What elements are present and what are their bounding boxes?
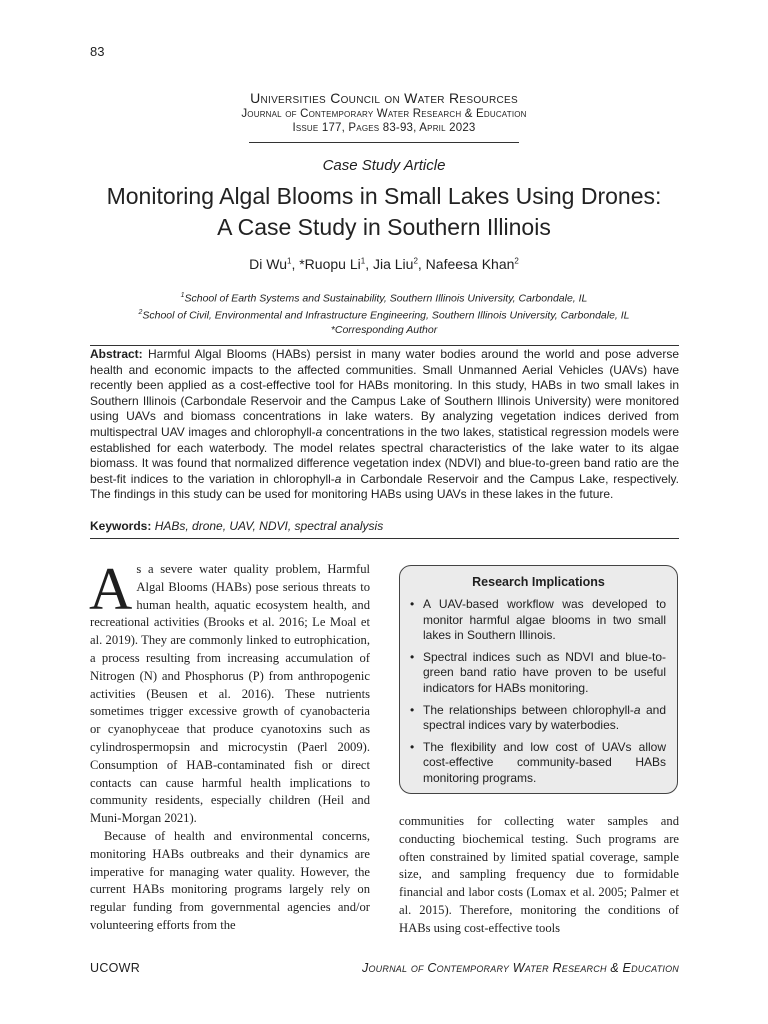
author-name: Di Wu <box>249 256 287 272</box>
abstract-italic: a <box>315 424 323 439</box>
list-item <box>408 740 666 787</box>
list-item-italic: a <box>633 702 641 717</box>
header-divider <box>249 142 519 143</box>
abstract-text: Harmful Algal Blooms (HABs) persist in many water bodies around the world and pose adverse health and economic impacts to the affected communities. Small Unmanned Aerial Vehicles (UAVs) have recently been applied as a cost-effective tool for HABs monitoring. In this study, HABs in two small lakes in Southern Illinois (Carbondale Reservoir and the Campus Lake of Southern Illinois University) were monitored using UAVs and biomass concentrations in lake waters. By analyzing vegetation indices derived from multispectral UAV images and chlorophyll- <box>90 347 679 439</box>
affiliation-1 <box>0 289 768 306</box>
corresponding-author: *Corresponding Author <box>330 324 438 336</box>
list-item-text: The flexibility and low cost of UAVs allow cost-effective community-based HABs monitoring programs. <box>423 739 666 785</box>
keywords-bottom-rule <box>90 538 679 539</box>
article-type: Case Study Article <box>322 157 446 174</box>
box-title: Research Implications <box>472 575 605 589</box>
list-item-text: Spectral indices such as NDVI and blue-to-green band ratio have proven to be useful indicators for HABs monitoring. <box>423 649 666 695</box>
body-paragraph: Because of health and environmental concerns, monitoring HABs outbreaks and their dynamics are imperative for managing water quality. However, the current HABs monitoring programs largely rely on regular funding from governmental agencies and/or volunteering efforts from the <box>90 828 370 932</box>
title-line-2: A Case Study in Southern Illinois <box>217 214 551 240</box>
bullet-icon: • <box>410 597 415 611</box>
bullet-icon: • <box>410 702 415 717</box>
affil-sup: 1 <box>180 292 185 299</box>
article-title <box>0 181 768 243</box>
list-item <box>408 703 666 734</box>
abstract-italic: a <box>334 471 342 486</box>
author-affil-sup: 1 <box>360 256 366 266</box>
drop-cap: A <box>89 556 133 622</box>
keywords-text: HABs, drone, UAV, NDVI, spectral analysis <box>151 519 384 533</box>
author-list <box>0 256 768 272</box>
council-name: Universities Council on Water Resources <box>250 90 518 106</box>
author-name: Nafeesa Khan <box>425 256 515 272</box>
journal-name: Journal of Contemporary Water Research & Education <box>241 108 527 120</box>
page-number: 83 <box>90 44 105 59</box>
abstract-top-rule <box>90 345 679 346</box>
keywords <box>90 519 679 533</box>
author-separator: , <box>417 256 426 272</box>
list-item-text: The relationships between chlorophyll- <box>423 702 634 717</box>
author-affil-sup: 1 <box>287 256 292 266</box>
author-affil-sup: 2 <box>413 256 418 266</box>
author-name: Jia Liu <box>372 256 414 272</box>
keywords-label: Keywords: <box>90 519 152 533</box>
affiliation-2 <box>0 306 768 323</box>
body-paragraph: communities for collecting water samples and conducting biochemical testing. Such programs are often constrained by limited spatial coverage, sample size, and sampling frequency due to formidable financial and labor costs (Lomax et al. 2005; Palmer et al. 2015). Therefore, monitoring the conditions of HABs using cost-effective tools <box>399 814 679 935</box>
issue-info: Issue 177, Pages 83-93, April 2023 <box>292 122 476 134</box>
body-column-right <box>399 813 679 938</box>
body-paragraph: s a severe water quality problem, Harmful Algal Blooms (HABs) pose serious threats to human health, aquatic ecosystem health, and recreational activities (Brooks et al. 2016; Le Moal et al. 2019). They are commonly linked to eutrophication, a process resulting from increasing accumulation of Nitrogen (N) and Phosphorus (P) from anthropogenic activities (Beusen et al. 2016). These nutrients sometimes trigger excessive growth of cyanobacteria or cyanophyceae that produce cyanotoxins such as cylindrospermopsin and microcystin (Paerl 2009). Consumption of HAB-contaminated fish or direct contacts can cause harmful health implications to community residents, especially children (Heil and Muni-Morgan 2021). <box>90 562 370 826</box>
implications-list <box>408 597 666 793</box>
affil-sup: 2 <box>138 309 143 316</box>
list-item <box>408 650 666 697</box>
affil-text: School of Earth Systems and Sustainability, Southern Illinois University, Carbondale, IL <box>184 292 588 305</box>
bullet-icon: • <box>410 739 415 754</box>
author-name: *Ruopu Li <box>299 256 361 272</box>
author-separator: , <box>291 256 300 272</box>
list-item <box>408 597 666 644</box>
abstract-text: concentrations in the two lakes, statistical regression models were established for each waterbody. The model relates spectral characteristics of the lake water to its algae biomass. It was found that normalized difference vegetation index (NDVI) and blue-to-green band ratio are the best-fit indices to the variation in chlorophyll- <box>90 424 679 486</box>
abstract <box>90 347 679 503</box>
footer-left: UCOWR <box>90 961 141 975</box>
author-affil-sup: 2 <box>514 256 519 266</box>
list-item-text: and spectral indices vary by waterbodies. <box>423 702 667 733</box>
journal-header <box>0 90 768 135</box>
author-separator: , <box>365 256 373 272</box>
list-item-text: A UAV-based workflow was developed to monitor harmful algae blooms in two small lakes in Southern Illinois. <box>423 597 666 643</box>
abstract-text: in Carbondale Reservoir and the Campus Lake, respectively. The findings in this study can be used for monitoring HABs using UAVs in these lakes in the future. <box>90 471 679 502</box>
affiliations <box>0 289 768 338</box>
research-implications-box <box>399 565 678 794</box>
title-line-1: Monitoring Algal Blooms in Small Lakes Using Drones: <box>106 183 662 209</box>
affil-text: School of Civil, Environmental and Infrastructure Engineering, Southern Illinois University, Carbondale, IL <box>142 309 630 322</box>
body-column-left <box>89 556 370 935</box>
abstract-label: Abstract: <box>90 347 143 361</box>
bullet-icon: • <box>410 649 415 664</box>
footer-journal-name: Journal of Contemporary Water Research & Education <box>362 961 679 975</box>
